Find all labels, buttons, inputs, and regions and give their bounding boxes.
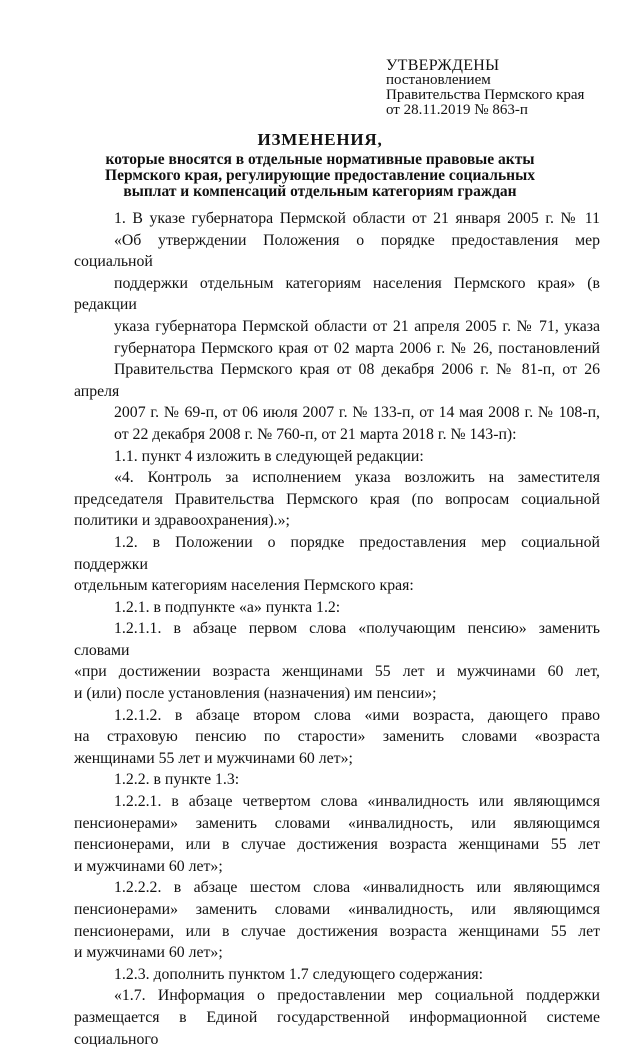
text-line: «4. Контроль за исполнением указа возложить на заместителя bbox=[114, 469, 600, 487]
text-line: на страховую пенсию по старости» заменить словами «возраста bbox=[74, 728, 600, 746]
text-line: председателя Правительства Пермского края (по вопросам социальной bbox=[74, 490, 600, 508]
text-line: 1.2. в Положении о порядке предоставления мер социальной поддержки bbox=[74, 533, 600, 573]
text-line: губернатора Пермского края от 02 марта 2006 г. № 26, постановлений bbox=[114, 339, 600, 357]
paragraph-1 bbox=[74, 208, 600, 446]
paragraph-1-2-1: 1.2.1. в подпункте «а» пункта 1.2: bbox=[114, 598, 341, 616]
text-line: пенсионерами» заменить словами «инвалидность, или являющимся bbox=[74, 901, 600, 918]
text-line: и мужчинами 60 лет»; bbox=[74, 857, 223, 875]
text-line: 1.2.1.1. в абзаце первом слова «получающим пенсию» заменить словами bbox=[74, 620, 600, 659]
text-line: пенсионерами, или в случае достижения возраста женщинами 55 лет bbox=[74, 922, 600, 940]
paragraph-quote-1-7 bbox=[74, 985, 600, 1050]
text-line: и (или) после установления (назначения) им пенсии»; bbox=[74, 685, 437, 703]
text-line: от 22 декабря 2008 г. № 760-п, от 21 марта 2018 г. № 143-п): bbox=[114, 425, 517, 443]
paragraph-1-2-2-2 bbox=[74, 877, 600, 963]
document-title: ИЗМЕНЕНИЯ, bbox=[257, 130, 383, 149]
text-line: 2007 г. № 69-п, от 06 июля 2007 г. № 133-п, от 14 мая 2008 г. № 108-п, bbox=[114, 404, 600, 422]
paragraph-1-2-2: 1.2.2. в пункте 1.3: bbox=[114, 771, 240, 789]
text-line: «Об утверждении Положения о порядке предоставления мер социальной bbox=[74, 231, 600, 271]
paragraph-1-2-3: 1.2.3. дополнить пунктом 1.7 следующего содержания: bbox=[114, 965, 484, 983]
text-line: Правительства Пермского края от 08 декабря 2006 г. № 81-п, от 26 апреля bbox=[74, 361, 600, 400]
approval-title: УТВЕРЖДЕНЫ bbox=[386, 57, 500, 74]
text-line: женщинами 55 лет и мужчинами 60 лет»; bbox=[74, 749, 353, 767]
approval-line-1: постановлением bbox=[386, 72, 491, 88]
text-line: пенсионерами, или в случае достижения возраста женщинами 55 лет bbox=[74, 836, 600, 854]
document-subtitle bbox=[0, 152, 640, 200]
text-line: указа губернатора Пермской области от 21 апреля 2005 г. № 71, указа bbox=[114, 317, 600, 335]
text-line: отдельным категориям населения Пермского края: bbox=[74, 577, 414, 595]
text-line: «при достижении возраста женщинами 55 лет и мужчинами 60 лет, bbox=[74, 663, 600, 681]
subtitle-line-1: которые вносятся в отдельные нормативные правовые акты bbox=[105, 151, 535, 168]
text-line: поддержки отдельным категориям населения Пермского края» (в редакции bbox=[74, 274, 600, 314]
paragraph-1-2-1-1 bbox=[74, 618, 600, 704]
subtitle-line-3: выплат и компенсаций отдельным категориям граждан bbox=[123, 183, 517, 200]
text-line: 1.2.2.1. в абзаце четвертом слова «инвалидность или являющимся bbox=[114, 793, 600, 811]
text-line: политики и здравоохранения).»; bbox=[74, 512, 290, 530]
paragraph-1-2-1-2 bbox=[74, 705, 600, 770]
approval-line-2: Правительства Пермского края bbox=[386, 87, 585, 103]
paragraph-1-2 bbox=[74, 532, 600, 597]
subtitle-line-2: Пермского края, регулирующие предоставление социальных bbox=[105, 167, 535, 184]
paragraph-quote-4 bbox=[74, 467, 600, 532]
text-line: «1.7. Информация о предоставлении мер социальной поддержки bbox=[114, 987, 600, 1005]
text-line: и мужчинами 60 лет»; bbox=[74, 944, 223, 962]
text-line: пенсионерами» заменить словами «инвалидность, или являющимся bbox=[74, 814, 600, 832]
paragraph-1-1: 1.1. пункт 4 изложить в следующей редакции: bbox=[114, 447, 424, 465]
text-line: 1.2.2.2. в абзаце шестом слова «инвалидность или являющимся bbox=[114, 879, 600, 897]
document-body bbox=[74, 208, 600, 1050]
text-line: 1. В указе губернатора Пермской области от 21 января 2005 г. № 11 bbox=[114, 210, 600, 227]
approval-stamp bbox=[386, 58, 584, 118]
paragraph-1-2-2-1 bbox=[74, 791, 600, 877]
text-line: размещается в Единой государственной информационной системе социального bbox=[74, 1008, 600, 1048]
approval-line-3: от 28.11.2019 № 863-п bbox=[386, 102, 528, 118]
text-line: 1.2.1.2. в абзаце втором слова «ими возраста, дающего право bbox=[114, 706, 600, 724]
